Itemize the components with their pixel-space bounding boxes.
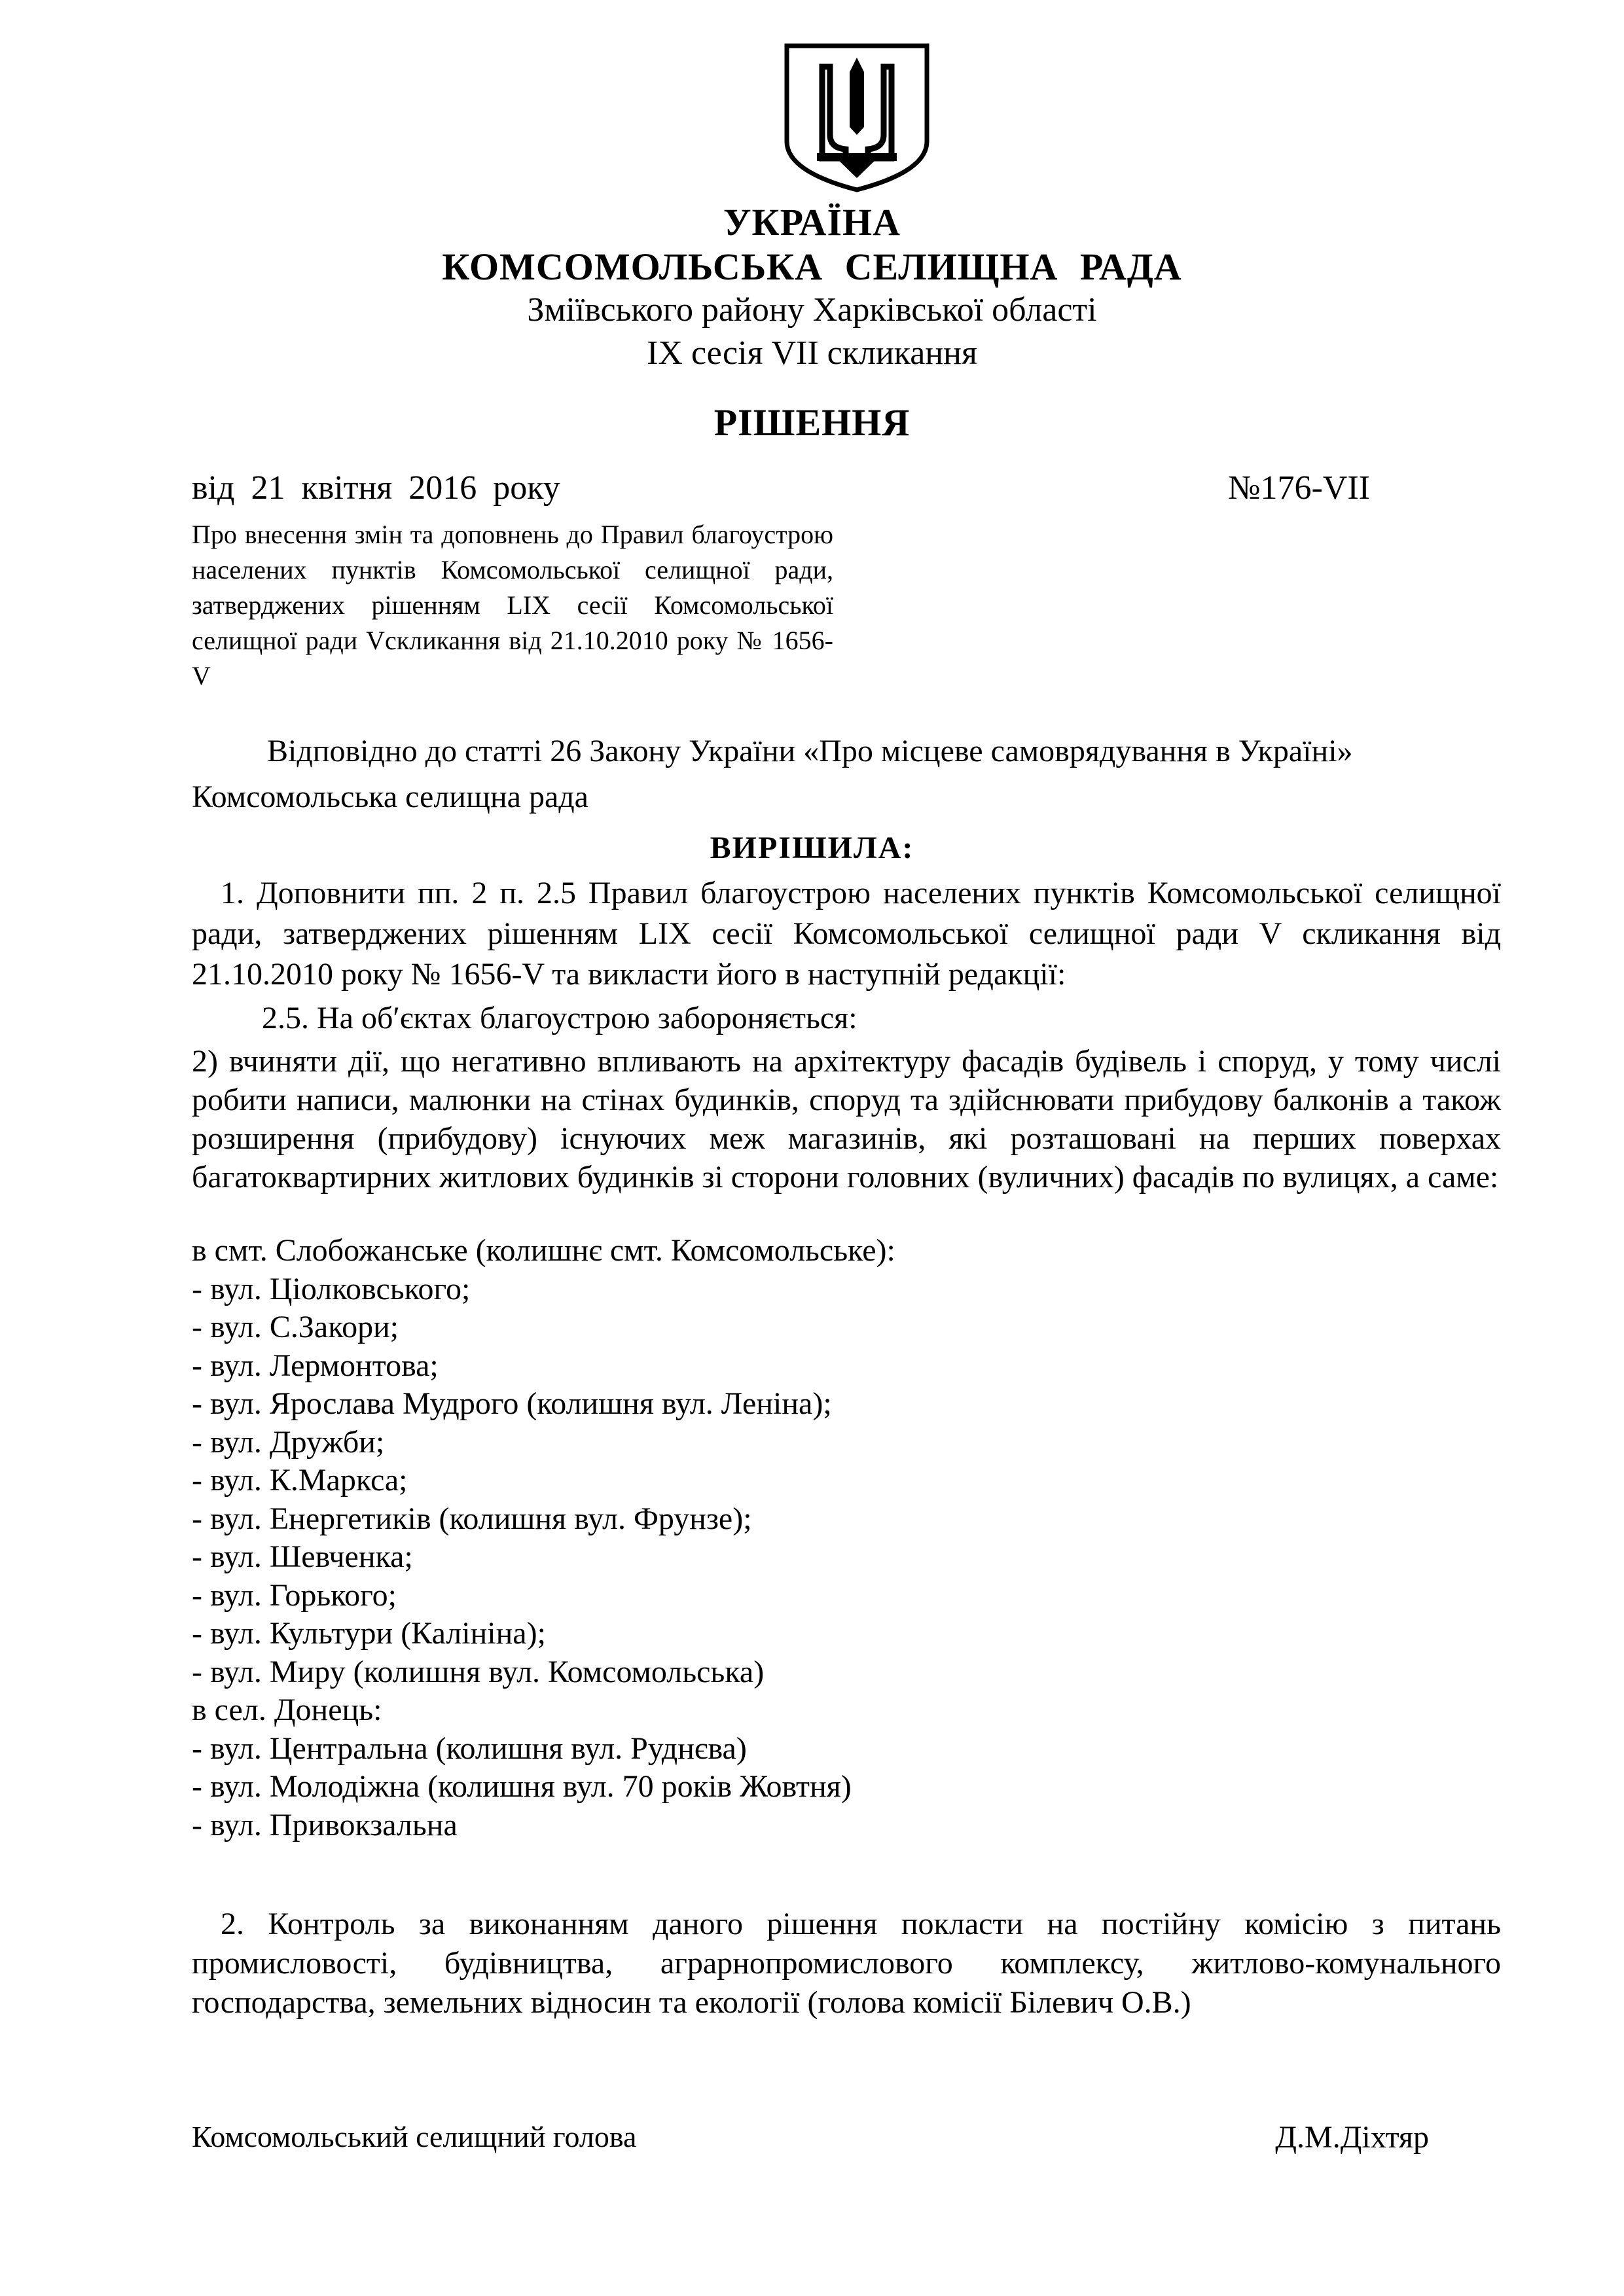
legal-basis: Відповідно до статті 26 Закону України «Про місцеве самоврядування в Україні» (267, 734, 1353, 768)
list-item: - вул. Привокзальна (192, 1807, 458, 1842)
list-item: - вул. Центральна (колишня вул. Руднєва) (192, 1731, 747, 1766)
signatory-position: Комсомольський селищний голова (192, 2120, 637, 2153)
item-2 (192, 1905, 1501, 2022)
list-item: - вул. С.Закори; (192, 1310, 399, 1344)
council-name: Комсомольська селищна рада (192, 780, 588, 814)
item-1 (192, 873, 1501, 995)
list-item: - вул. Горького; (192, 1577, 397, 1613)
list-item: - вул. Енергетиків (колишня вул. Фрунзе); (192, 1501, 752, 1536)
clause-2-paragraph: 2) вчиняти дії, що негативно впливають на архітектуру фасадів будівель і споруд, у тому числі робити написи, малюнки на стінах будинків, споруд та здійснювати прибудову балконів а також розширення (прибудову) існуючих меж магазинів, які розташовані на перших поверхах багатоквартирних житлових будинків зі сторони головних (вуличних) фасадів по вулицях, а саме: (192, 1044, 1501, 1194)
session-subtitle: ІХ сесія VIІ скликання (647, 334, 977, 372)
signatory-name: Д.М.Діхтяр (1275, 2120, 1429, 2155)
list-item: - вул. К.Маркса; (192, 1463, 408, 1498)
item-1-text: 1. Доповнити пп. 2 п. 2.5 Правил благоустрою населених пунктів Комсомольської селищної ради, затверджених рішенням LIX сесії Комсомольської селищної ради V скликання від 21.10.2010 року № 1656-V та викласти його в наступній редакції: (192, 876, 1501, 992)
coat-of-arms-icon (783, 43, 931, 192)
list-item: - вул. Ціолковського; (192, 1271, 471, 1306)
list-item: - вул. Дружби; (192, 1424, 385, 1460)
district-subtitle: Зміївського району Харківської області (527, 291, 1097, 329)
list-item: в сел. Донець: (192, 1693, 382, 1727)
clause-2-text (192, 1042, 1501, 1196)
decision-date: від 21 квітня 2016 року (192, 469, 560, 507)
list-item: в смт. Слобожанське (колишнє смт. Комсомольське): (192, 1233, 895, 1268)
country-title: УКРАЇНА (723, 201, 901, 243)
clause-2-5-heading: 2.5. На об′єктах благоустрою забороняється: (262, 1001, 857, 1035)
list-item: - вул. Лермонтова; (192, 1348, 439, 1383)
item-2-text: 2. Контроль за виконанням даного рішення покласти на постійну комісію з питань промисловості, будівництва, аграрнопромислового комплексу, житлово-комунального господарства, земельних відносин та екології (голова комісії Білевич О.В.) (192, 1907, 1501, 2020)
document-type-heading: РІШЕННЯ (713, 401, 911, 444)
decided-heading: ВИРІШИЛА: (710, 831, 914, 865)
list-item: - вул. Ярослава Мудрого (колишня вул. Леніна); (192, 1386, 832, 1421)
list-item: - вул. Шевченка; (192, 1539, 413, 1574)
list-item: - вул. Миру (колишня вул. Комсомольська) (192, 1654, 765, 1689)
list-item: - вул. Молодіжна (колишня вул. 70 років Жовтня) (192, 1769, 852, 1804)
street-list (192, 1232, 895, 1844)
list-item: - вул. Культури (Калініна); (192, 1616, 546, 1651)
decision-subject: Про внесення змін та доповнень до Правил благоустрою населених пунктів Комсомольської селищної ради, затверджених рішенням LIX сесії Комсомольської селищної ради Vскликання від 21.10.2010 року № 1656-V (192, 520, 833, 691)
council-title: КОМСОМОЛЬСЬКА СЕЛИЩНА РАДА (442, 245, 1182, 288)
decision-number: №176-VIІ (1227, 469, 1370, 507)
